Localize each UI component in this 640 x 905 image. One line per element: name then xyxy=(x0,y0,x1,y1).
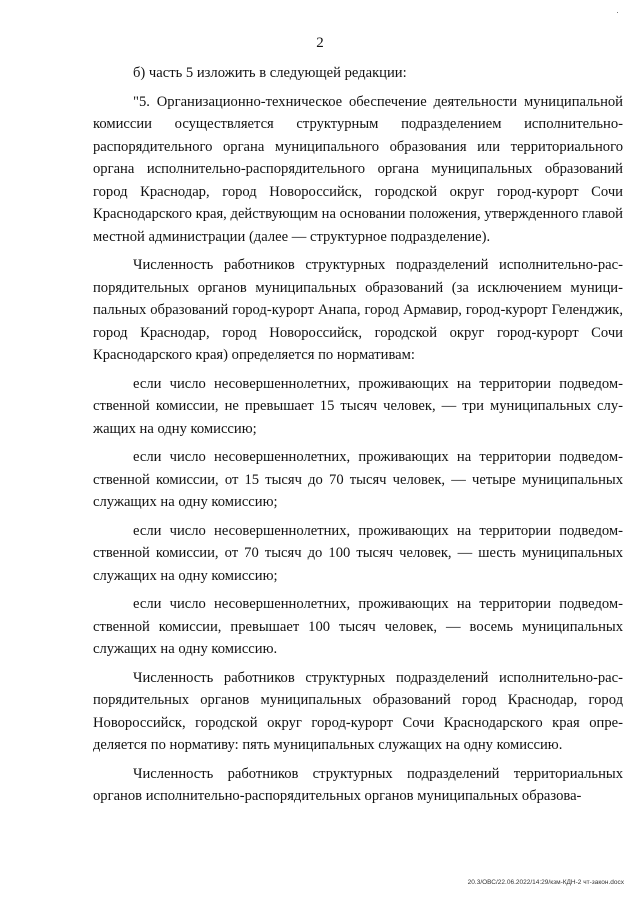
paragraph-3: Численность работников структурных подразделений исполнительно-распорядительных органов муниципальных образований (за исключением муниципальных образований город-курорт Анапа, город Армавир, город-курорт Геленджик, город Краснодар, город Новороссийск, городской округ город-курорт Сочи Краснодарского края) определяется по нормативам: xyxy=(93,257,623,363)
document-body xyxy=(93,62,623,814)
paragraph-7: если число несовершеннолетних, проживающих на территории подведомственной комиссии, превышает 100 тысяч человек, — восемь муниципальных служащих на одну комиссию. xyxy=(93,596,623,657)
page-number: 2 xyxy=(316,35,324,51)
paragraph-9: Численность работников структурных подразделений территориальных органов исполнительно-распорядительных органов муниципальных образова- xyxy=(93,765,623,804)
document-footer: 20.3/ОВС/22.06.2022/14:29/кзм-КДН-2 чт-закон.docx xyxy=(467,879,624,886)
paragraph-2: "5. Организационно-техническое обеспечение деятельности муниципальной комиссии осуществляется структурным подразделением исполнительно-распорядительного органа муниципального образования или территориального органа исполнительно-распорядительного органа муниципальных образований город Краснодар, город Новороссийск, городской округ город-курорт Сочи Краснодарского края, действующим на основании положения, утвержденного главой местной администрации (далее — структурное подразделение). xyxy=(93,93,623,245)
scan-mark xyxy=(617,12,618,13)
paragraph-6: если число несовершеннолетних, проживающих на территории подведомственной комиссии, от 70 тысяч до 100 тысяч человек, — шесть муниципальных служащих на одну комиссию; xyxy=(93,522,623,584)
paragraph-1: б) часть 5 изложить в следующей редакции: xyxy=(133,65,407,81)
paragraph-5: если число несовершеннолетних, проживающих на территории подведомственной комиссии, от 15 тысяч до 70 тысяч человек, — четыре муниципальных служащих на одну комиссию; xyxy=(93,449,623,510)
paragraph-8: Численность работников структурных подразделений исполнительно-распорядительных органов муниципальных образований город Краснодар, город Новороссийск, городской округ город-курорт Сочи Краснодарского края определяется по нормативу: пять муниципальных служащих на одну комиссию. xyxy=(93,669,623,753)
paragraph-4: если число несовершеннолетних, проживающих на территории подведомственной комиссии, не превышает 15 тысяч человек, — три муниципальных служащих на одну комиссию; xyxy=(93,375,623,437)
